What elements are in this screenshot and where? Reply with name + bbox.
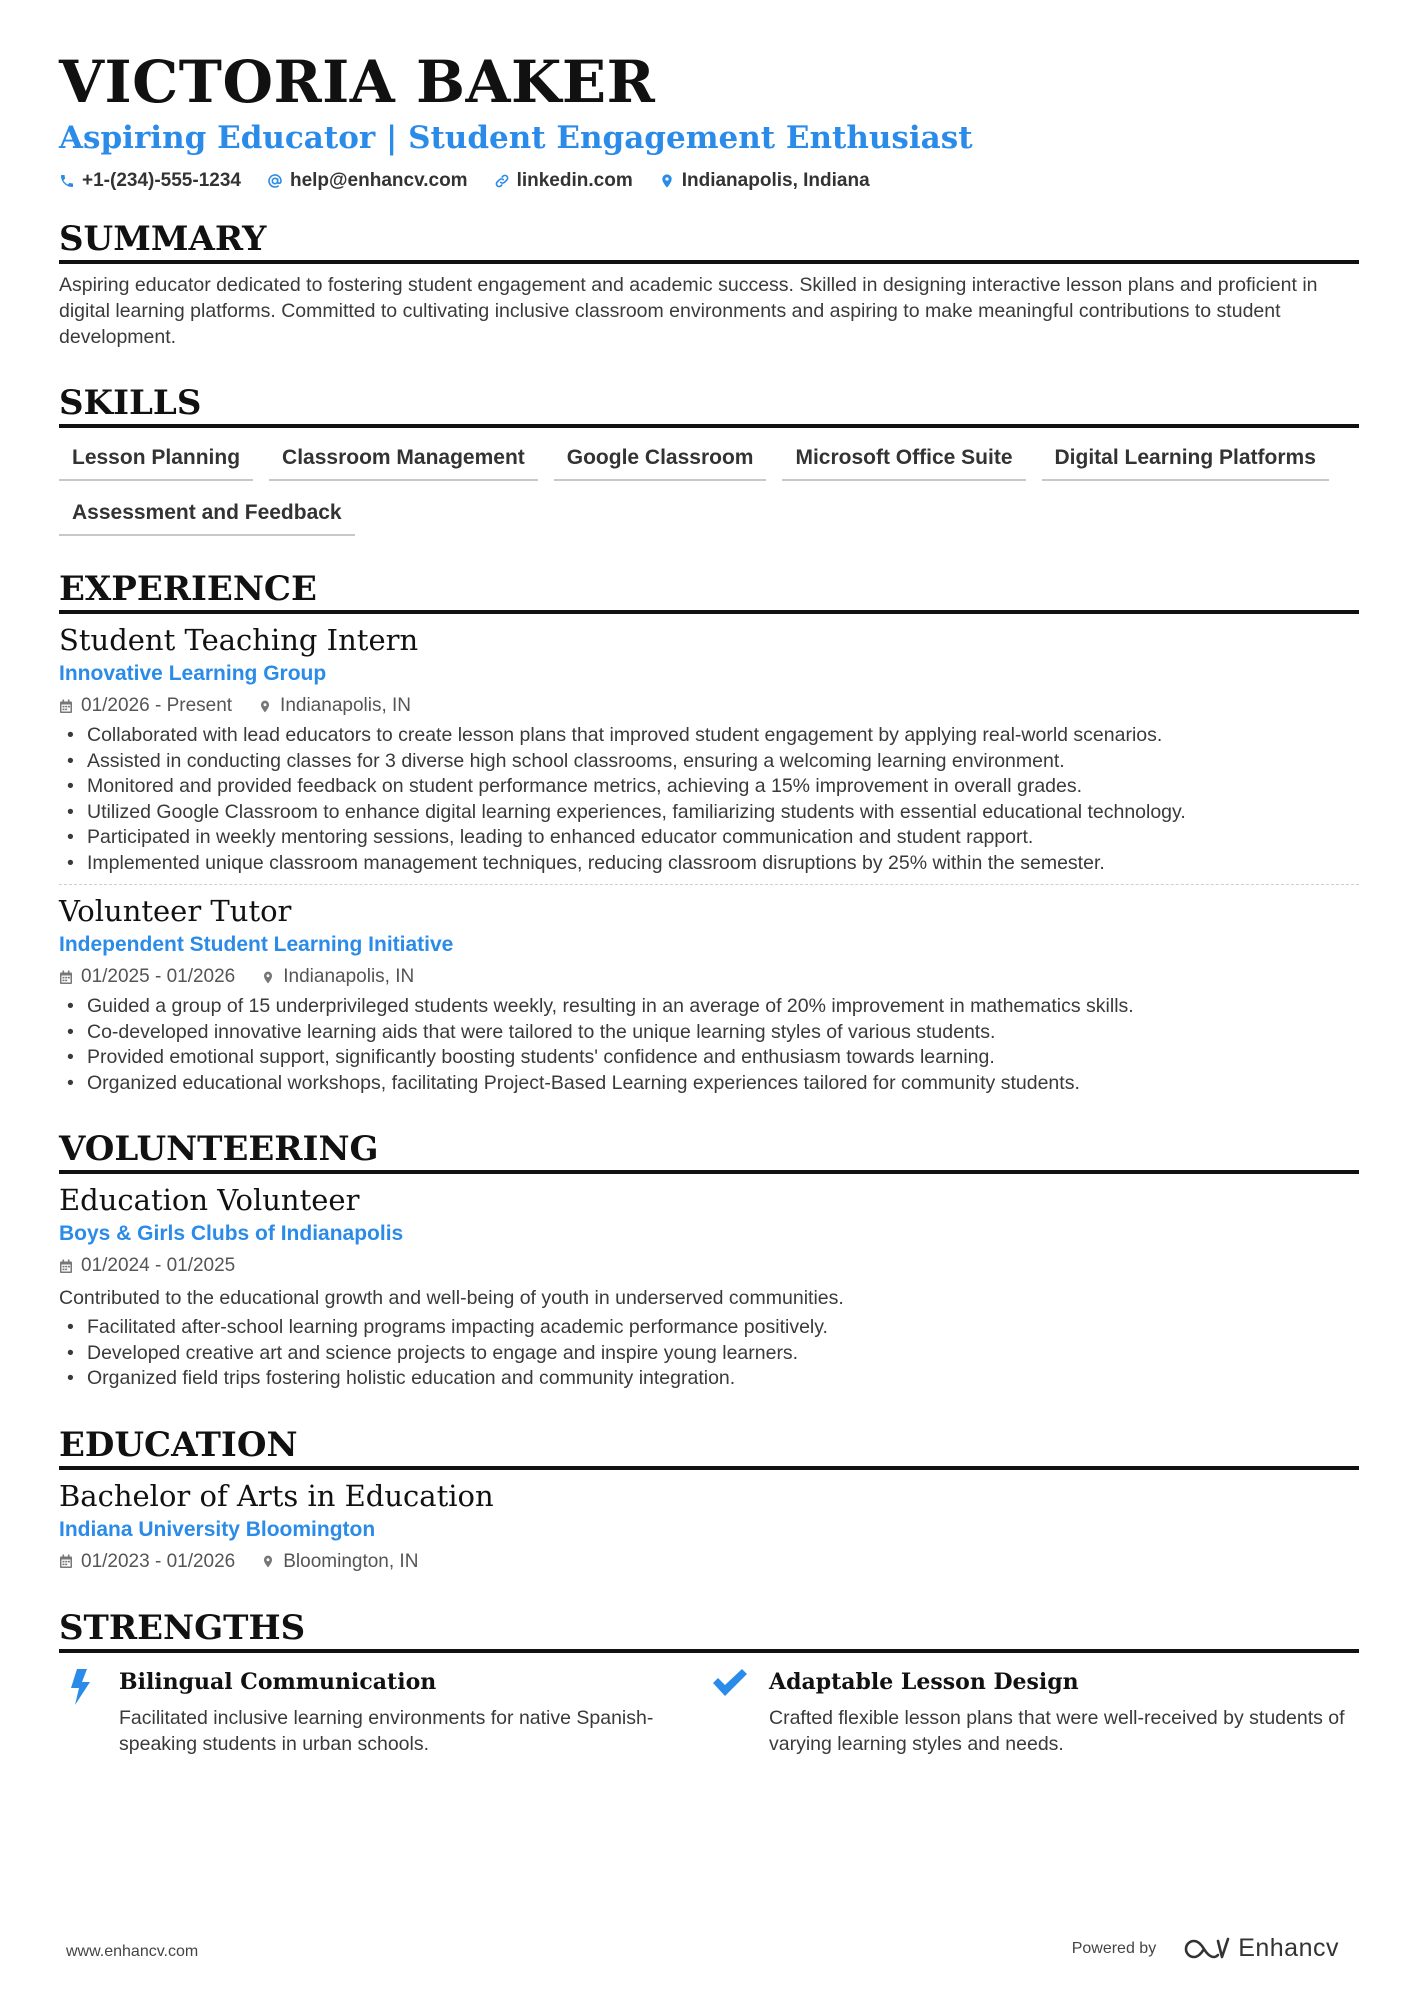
footer-branding [1072,1934,1339,1963]
list-item: • Facilitated after-school learning programs impacting academic performance positively. [59,1315,1359,1341]
list-item: • Participated in weekly mentoring sessions, leading to enhanced educator communication and student rapport. [59,825,1359,851]
job-role: Student Teaching Intern [59,623,419,657]
enhancv-logo[interactable] [1182,1934,1339,1963]
experience-entry [59,893,1359,1096]
location-icon [261,970,275,985]
strength-icon-wrap [59,1667,101,1757]
job-role: Volunteer Tutor [59,894,292,928]
candidate-headline: Aspiring Educator | Student Engagement Enthusiast [59,120,973,156]
calendar-icon [59,970,73,985]
volunteer-org: Boys & Girls Clubs of Indianapolis [59,1222,404,1245]
contact-bar [59,170,1359,192]
candidate-name: VICTORIA BAKER [59,48,656,116]
skill-tag: Lesson Planning [59,440,253,481]
list-item: • Assisted in conducting classes for 3 diverse high school classrooms, ensuring a welcoming learning environment. [59,749,1359,775]
enhancv-logo-text: Enhancv [1238,1934,1339,1962]
skill-tag: Assessment and Feedback [59,495,355,536]
skill-tag: Digital Learning Platforms [1042,440,1329,481]
job-meta [59,693,1359,719]
education-section [59,1424,1359,1575]
list-item: • Guided a group of 15 underprivileged students weekly, resulting in an average of 20% improvement in mathematics skills. [59,994,1359,1020]
skill-tag: Microsoft Office Suite [782,440,1025,481]
volunteer-meta [59,1253,1359,1279]
job-dates-text: 01/2026 - Present [81,695,233,716]
skills-list [59,440,1359,536]
skills-title: SKILLS [59,382,1359,428]
volunteer-bullets [59,1315,1359,1392]
list-item: • Developed creative art and science projects to engage and inspire young learners. [59,1341,1359,1367]
job-org: Independent Student Learning Initiative [59,933,454,956]
experience-section [59,568,1359,1096]
list-item: • Organized educational workshops, facilitating Project-Based Learning experiences tailored for community students. [59,1071,1359,1097]
location-icon [258,699,272,714]
list-item: • Utilized Google Classroom to enhance digital learning experiences, familiarizing students with essential educational technology. [59,800,1359,826]
volunteer-role: Education Volunteer [59,1183,360,1217]
summary-text: Aspiring educator dedicated to fostering student engagement and academic success. Skilled in designing interactive lesson plans and proficient in digital learning platforms. Committed to cultivating inclusive classroom environments and aspiring to make meaningful contributions to student development. [59,274,1318,348]
strength-item [709,1667,1359,1757]
contact-location-text: Indianapolis, Indiana [681,170,870,191]
education-title: EDUCATION [59,1424,1359,1470]
calendar-icon [59,1259,73,1274]
education-dates-text: 01/2023 - 01/2026 [81,1550,236,1572]
volunteering-title: VOLUNTEERING [59,1128,1359,1174]
strengths-title: STRENGTHS [59,1607,1359,1653]
link-icon [494,173,510,189]
lightning-bolt-icon [69,1669,91,1705]
job-org: Innovative Learning Group [59,662,327,685]
strength-description: Facilitated inclusive learning environments for native Spanish-speaking students in urban schools. [119,1706,654,1755]
volunteer-dates-text: 01/2024 - 01/2025 [81,1255,236,1276]
job-dates-text: 01/2025 - 01/2026 [81,966,236,987]
job-location [261,964,414,990]
experience-entry [59,622,1359,876]
list-item: • Provided emotional support, significantly boosting students' confidence and enthusiasm towards learning. [59,1045,1359,1071]
checkmark-icon [713,1669,747,1697]
education-location [261,1549,418,1575]
location-icon [659,173,675,189]
calendar-icon [59,699,73,714]
contact-location [659,170,870,192]
footer-website[interactable]: www.enhancv.com [66,1943,199,1960]
strength-item [59,1667,709,1757]
strengths-list [59,1667,1359,1757]
contact-email-text: help@enhancv.com [289,170,468,191]
phone-icon [59,173,75,189]
job-dates [59,964,235,990]
volunteering-section [59,1128,1359,1392]
resume-header [59,48,1359,192]
education-location-text: Bloomington, IN [283,1550,419,1572]
list-item: • Collaborated with lead educators to create lesson plans that improved student engagement by applying real-world scenarios. [59,723,1359,749]
summary-section [59,218,1359,350]
volunteer-description: Contributed to the educational growth and well-being of youth in underserved communities. [59,1287,844,1309]
education-school: Indiana University Bloomington [59,1517,376,1541]
at-icon [267,173,283,189]
strength-title: Adaptable Lesson Design [769,1668,1079,1695]
job-dates [59,693,232,719]
strengths-section [59,1607,1359,1757]
experience-title: EXPERIENCE [59,568,1359,614]
list-item: • Co-developed innovative learning aids that were tailored to the unique learning styles of various students. [59,1020,1359,1046]
summary-title: SUMMARY [59,218,1359,264]
list-item: • Implemented unique classroom management techniques, reducing classroom disruptions by 25% within the semester. [59,851,1359,877]
strength-body [119,1667,709,1757]
skill-tag: Google Classroom [554,440,767,481]
strength-title: Bilingual Communication [119,1668,437,1695]
skills-section [59,382,1359,536]
enhancv-logo-icon [1182,1936,1230,1962]
contact-phone [59,170,241,192]
job-meta [59,964,1359,990]
job-bullets [59,723,1359,876]
job-location [258,693,411,719]
list-item: • Organized field trips fostering holistic education and community integration. [59,1366,1359,1392]
contact-email[interactable] [267,170,468,192]
education-meta [59,1549,1359,1575]
calendar-icon [59,1554,73,1569]
contact-linkedin[interactable] [494,170,633,192]
skill-tag: Classroom Management [269,440,538,481]
powered-by-label: Powered by [1071,1939,1157,1957]
job-location-text: Indianapolis, IN [283,966,415,987]
education-dates [59,1549,235,1575]
resume-page [59,48,1359,1757]
strength-body [769,1667,1359,1757]
education-degree: Bachelor of Arts in Education [59,1478,494,1513]
job-bullets [59,994,1359,1096]
volunteer-dates [59,1253,235,1279]
entry-divider [59,884,1359,885]
strength-icon-wrap [709,1667,751,1757]
job-location-text: Indianapolis, IN [280,695,412,716]
contact-linkedin-text: linkedin.com [516,170,633,191]
contact-phone-text: +1-(234)-555-1234 [82,170,241,191]
list-item: • Monitored and provided feedback on student performance metrics, achieving a 15% improvement in overall grades. [59,774,1359,800]
location-icon [261,1554,275,1569]
strength-description: Crafted flexible lesson plans that were well-received by students of varying learning styles and needs. [769,1706,1345,1755]
